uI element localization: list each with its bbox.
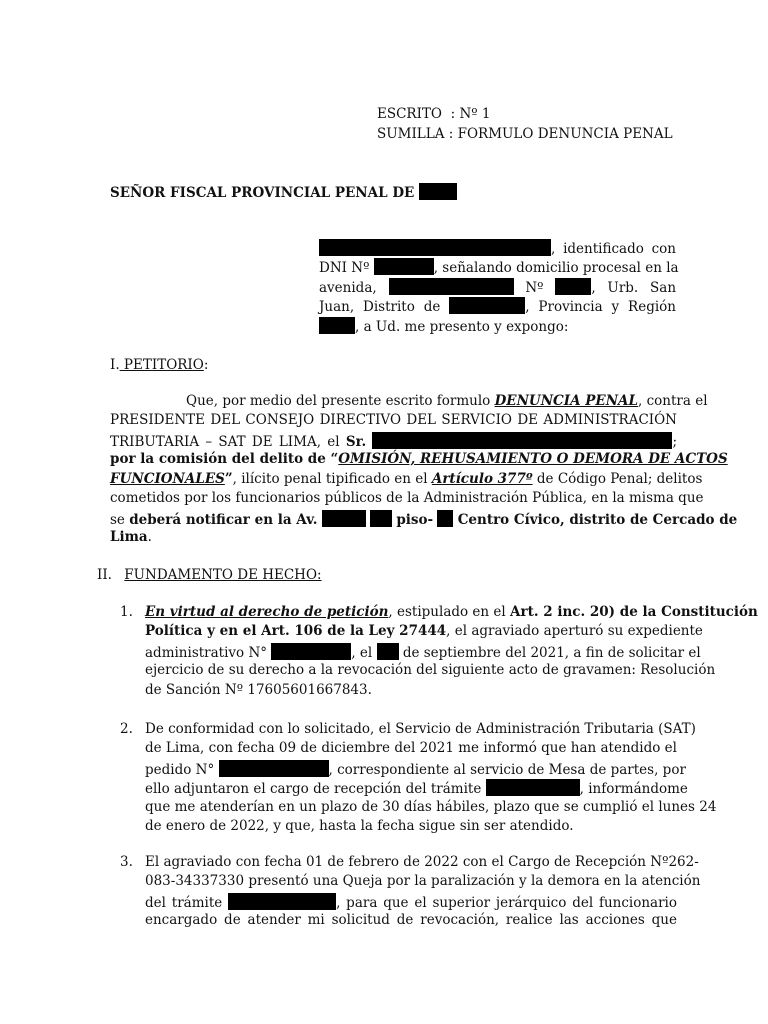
addressee [110, 183, 457, 201]
redaction [319, 317, 355, 334]
redaction [486, 779, 580, 796]
sumilla-label: SUMILLA [377, 126, 445, 142]
redaction [374, 258, 434, 275]
petitorio-line-4: por la comisión del delito de “OMISIÓN, REHUSAMIENTO O DEMORA DE ACTOS [110, 451, 728, 467]
redaction [449, 297, 525, 314]
redaction [322, 510, 366, 527]
escrito-line [377, 106, 491, 122]
petitorio-line-3: TRIBUTARIA – SAT DE LIMA, el Sr. ; [110, 434, 678, 450]
intro-line-4: Juan, Distrito de , Provincia y Región [319, 299, 676, 315]
redaction [372, 432, 672, 449]
redaction [219, 760, 329, 777]
section-fundamento-heading: II. FUNDAMENTO DE HECHO: [97, 567, 322, 583]
sumilla-line [377, 126, 673, 142]
petitorio-line-8: Lima. [110, 529, 152, 545]
denuncia-penal-emphasis: DENUNCIA PENAL [494, 393, 639, 409]
petitorio-line-2: PRESIDENTE DEL CONSEJO DIRECTIVO DEL SERVICIO DE ADMINISTRACIÓN [110, 412, 677, 428]
petitorio-line-6: cometidos por los funcionarios públicos de la Administración Pública, en la misma que [110, 490, 704, 506]
redaction [271, 643, 351, 660]
addressee-text: SEÑOR FISCAL PROVINCIAL PENAL DE [110, 185, 415, 201]
section-title: PETITORIO [123, 357, 204, 373]
petitorio-line-5: FUNCIONALES”, ilícito penal tipificado en el Artículo 377º de Código Penal; delitos [110, 471, 703, 487]
redaction [389, 278, 514, 295]
intro-line-3: avenida, Nº , Urb. San [319, 280, 677, 296]
escrito-label: ESCRITO [377, 106, 443, 122]
redaction [319, 239, 551, 256]
item-2-number: 2. [120, 721, 133, 737]
petitorio-line-7: se deberá notificar en la Av. piso- Centro Cívico, distrito de Cercado de [110, 512, 738, 528]
item-1-number: 1. [120, 604, 133, 620]
intro-line-2: DNI Nº , señalando domicilio procesal en la [319, 260, 679, 276]
redaction [228, 893, 336, 910]
intro-line-1: , identificado con [319, 239, 676, 257]
redaction [437, 510, 453, 527]
escrito-value: : Nº 1 [450, 106, 491, 122]
item-3-number: 3. [120, 854, 133, 870]
section-title: FUNDAMENTO DE HECHO: [124, 567, 322, 583]
document-page: ESCRITO : Nº 1 SUMILLA : FORMULO DENUNCIA PENAL SEÑOR FISCAL PROVINCIAL PENAL DE , identificado con DNI Nº , señalando domicilio procesal en la avenida, Nº , Urb. San Juan, Distrito de , Provincia y Región , a Ud. me presento y expongo: I. PETITORIO: Que, por medio del presente escrito formulo DENUNCIA PENAL, contra el PRESIDENTE DEL CONSEJO DIRECTIVO DEL SERVICIO DE ADMINISTRACIÓN TRIBUTARIA – SAT DE LIMA, el Sr. ; por la comisión del delito de “OMISIÓN, REHUSAMIENTO O DEMORA DE ACTOS FUNCIONALES”, ilícito penal tipificado en el Artículo 377º de Código Penal; delitos cometidos por los funcionarios públicos de la Administración Pública, en la misma que se deberá notificar en la Av. piso- Centro Cívico, distrito de Cercado de Lima. II. FUNDAMENTO DE HECHO: 1. En virtud al derecho de petición, estipulado en el Art. 2 inc. 20) de la Constitución Política y en el Art. 106 de la Ley 27444, el agraviado aperturó su expediente administrativo N° , el de septiembre del 2021, a fin de solicitar el ejercicio de su derecho a la revocación del siguiente acto de gravamen: Resolución de Sanción Nº 17605601667843. 2. De conformidad con lo solicitado, el Servicio de Administración Tributaria (SAT) de Lima, con fecha 09 de diciembre del 2021 me informó que han atendido el pedido N° , correspondiente al servicio de Mesa de partes, por ello adjuntaron el cargo de recepción del trámite , informándome que me atenderían en un plazo de 30 días hábiles, plazo que se cumplió el lunes 24 de enero de 2022, y que, hasta la fecha sigue sin ser atendido. 3. El agraviado con fecha 01 de febrero de 2022 con el Cargo de Recepción Nº262- 083-34337330 presentó una Queja por la paralización y la demora en la atención del trámite , para que el superior jerárquico del funcionario encargado de atender mi solicitud de revocación, realice las acciones que [97, 106, 758, 928]
section-petitorio-heading: I. PETITORIO: [110, 357, 209, 373]
sumilla-value: : FORMULO DENUNCIA PENAL [448, 126, 673, 142]
petitorio-line-1: Que, por medio del presente escrito formulo DENUNCIA PENAL, contra el [186, 393, 708, 409]
redaction [377, 643, 399, 660]
redaction [370, 510, 392, 527]
redaction [555, 278, 591, 295]
redaction [419, 183, 457, 200]
intro-line-5: , a Ud. me presento y expongo: [319, 317, 568, 335]
